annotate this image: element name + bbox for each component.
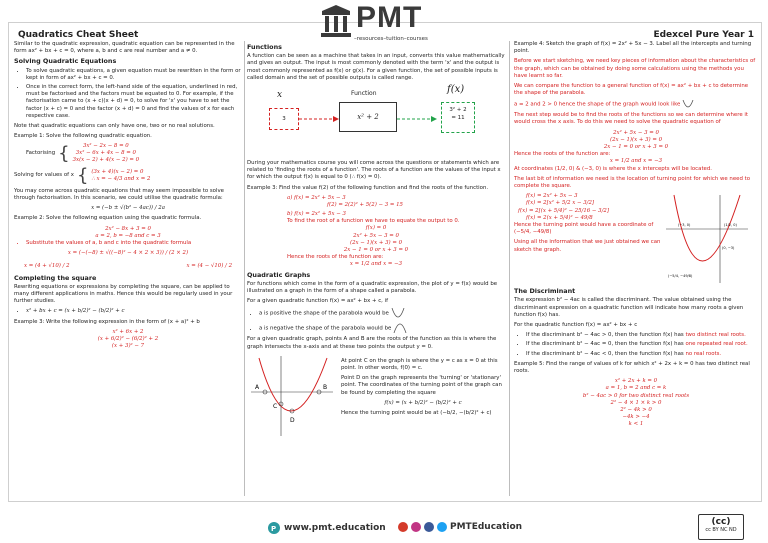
disc-bullet-2-result: one repeated real root. — [685, 341, 748, 348]
root-1: x = (4 + √10) / 2 — [24, 263, 70, 270]
solving-list — [14, 68, 242, 120]
heading-quadratic-graphs: Quadratic Graphs — [247, 270, 311, 279]
output-line: 3² + 2 — [449, 107, 467, 114]
quadratic-graph — [247, 354, 335, 438]
output-box — [441, 102, 475, 133]
disc-bullet-1-text: If the discriminant b² − 4ac > 0, then the function f(x) has — [526, 332, 684, 339]
ex4-sketch-graph — [664, 193, 750, 285]
ex5-line: 2² − 4 × 1 × k > 0 — [610, 399, 662, 406]
bullet-positive-text: a is positive the shape of the parabola would be — [259, 310, 389, 317]
ex4-sketch: Using all the information that we just obtained we can sketch the graph. — [514, 239, 661, 253]
ex4-square-line: f(x) = 2[x² + 5/2 x − 3/2] — [526, 200, 595, 207]
cc-icon: (cc) — [711, 517, 731, 527]
solving-equations — [91, 169, 150, 183]
input-box: 3 — [269, 108, 299, 130]
factorising-block — [26, 143, 242, 163]
ex3-line: (x + 6/2)² − (6/2)² + 2 — [97, 336, 159, 343]
ex4-shape-text: a = 2 and 2 > 0 hence the shape of the graph would look like — [514, 101, 681, 108]
example-2-heading: Example 2: Solve the following equation using the quadratic formula. — [14, 215, 202, 222]
fact-line: 3x² − 6x + 4x − 8 = 0 — [75, 150, 136, 157]
ex4-line: 2x − 1 = 0 or x + 3 = 0 — [603, 143, 669, 150]
output-label: f(x) — [447, 84, 465, 96]
heading-discriminant: The Discriminant — [514, 287, 576, 296]
ex4-square-line: f(x) = 2(x + 5/4)² − 49/8 — [526, 214, 593, 221]
footer-social-handle[interactable]: PMTEducation — [450, 522, 523, 532]
ex5-line: b² − 4ac > 0 for two distinct real roots — [582, 392, 690, 399]
substitute-list — [14, 240, 242, 247]
point-c-text: At point C on the graph is where the y = c as x = 0 at this point. In other words, f(0) = c. — [341, 357, 498, 372]
graph-explanation — [247, 354, 505, 438]
column-right — [514, 41, 758, 499]
sketch-label-root-left: (−3, 0) — [678, 223, 691, 228]
solve-line: (3x + 4)(x − 2) = 0 — [91, 169, 144, 176]
part-b-line: f(x) = 0 — [365, 225, 387, 232]
ex4-coords: At coordinates (1/2, 0) & (−3, 0) is where the x intercepts will be located. — [514, 165, 713, 172]
ex3-line: (x + 3)² − 7 — [111, 343, 145, 350]
youtube-icon[interactable] — [398, 522, 408, 532]
facebook-icon[interactable] — [424, 522, 434, 532]
heading-completing-square: Completing the square — [14, 273, 97, 282]
footer — [0, 502, 768, 543]
ex3-line: x² + 6x + 2 — [112, 328, 144, 335]
part-b-line: 2x − 1 = 0 or x + 3 = 0 — [343, 247, 409, 254]
square-list — [14, 308, 242, 315]
ex4-text-4: The last bit of information we need is the location of turning point for which we need to complete the square. — [514, 175, 751, 189]
example-3-heading: Example 3: Write the following expression in the form of (x + a)² + b — [14, 318, 200, 325]
factorising-label: Factorising — [26, 150, 56, 157]
example-3-heading: Example 3: Find the value f(2) of the following function and find the roots of the function. — [247, 184, 489, 191]
ex4-shape — [514, 100, 758, 109]
point-d-text: Point D on the graph represents the 'turning' or 'stationary' point. The coordinates of the turning point of the graph can be found by completing the square — [341, 375, 502, 396]
ex4-roots: x = 1/2 and x = −3 — [609, 158, 663, 165]
sketch-label-y-intercept: (0, −3) — [722, 246, 735, 251]
solving-label: Solving for values of x — [14, 172, 74, 179]
header — [0, 0, 768, 40]
ex4-line: (2x − 1)(x + 3) = 0 — [609, 136, 663, 143]
square-text: Rewriting equations or expressions by completing the square, can be applied to many different applications in maths. Hence this would be regularly used in your further studies. — [14, 283, 233, 305]
brace-icon: { — [76, 164, 89, 186]
ex4-square-line: f(x) = 2x² + 5x − 3 — [526, 193, 578, 200]
solving-bullet-2: • Once in the correct form, the left-hand side of the equation, underlined in red, must be factorised and the factors must be equated to 0. For example, if the factorisation came to (x + c)(x + d) = 0, to solve for 'x' you have to set the factor (x + c) = 0 and the factor (x + d) = 0 and find the values of x for each respective case. — [26, 84, 242, 120]
sketch-label-root-right: (1/2, 0) — [724, 223, 737, 228]
ex4-square-line: f(x) = 2[(x + 5/4)² − 25/16 − 3/2] — [518, 207, 609, 214]
column-left — [14, 41, 242, 499]
substituted-formula: x = (−(−8) ± √((−8)² − 4 × 2 × 3)) / (2 × 2) — [67, 250, 189, 257]
sheet-title: Quadratics Cheat Sheet — [18, 30, 139, 40]
column-divider-2 — [509, 41, 510, 496]
pmt-circle-icon — [268, 522, 280, 534]
parabola-down-icon — [393, 323, 407, 333]
parabola-up-icon — [682, 100, 694, 108]
fact-line: 3x² − 2x − 8 = 0 — [82, 143, 129, 150]
disc-text: The expression b² − 4ac is called the discriminant. The value obtained using the discriminant expression on a quadratic function will indicate how many roots a given function f(x) has. — [514, 297, 744, 318]
graph-label-c: C — [273, 402, 278, 410]
ex4-text-3: The next step would be to find the roots of the functions so we can determine where it would cross the x axis. To do this we need to solve the quadratic equation of — [514, 112, 748, 126]
disc-bullet-1-result: two distinct real roots. — [685, 332, 746, 339]
function-machine-diagram — [247, 86, 505, 156]
ex5-line: −4k > −4 — [622, 414, 650, 421]
ex5-line: 2² − 4k > 0 — [620, 407, 652, 413]
ex5-line: a = 1, b = 2 and c = k — [605, 385, 667, 392]
graph-points-text — [341, 354, 505, 438]
part-b-note: To find the root of a function we have to equate the output to 0. — [287, 218, 460, 225]
solve-line: ∴ x = − 4/3 and x = 2 — [91, 175, 151, 182]
disc-bullet-2 — [526, 341, 758, 348]
graphs-text: For functions which come in the form of a quadratic expression, the plot of y = f(x) would be illustrated on a graph in the form of a shape called a parabola. — [247, 280, 498, 295]
pmt-logo-icon — [318, 5, 354, 39]
output-line: = 11 — [451, 115, 465, 122]
part-b-line: (2x − 1)(x + 3) = 0 — [349, 239, 403, 246]
square-formula: • x² + bx + c = (x + b/2)² − (b/2)² + c — [26, 308, 242, 315]
heading-functions: Functions — [247, 43, 282, 51]
part-b: b) f(x) = 2x² + 5x − 3 — [287, 211, 346, 218]
part-b-line: 2x² + 5x − 3 = 0 — [353, 232, 399, 239]
logo-subtitle: –resources–tuition–courses — [354, 36, 428, 42]
instagram-icon[interactable] — [411, 522, 421, 532]
factorising-equations — [73, 143, 139, 163]
column-middle — [247, 41, 505, 499]
part-a: a) f(x) = 2x² + 5x − 3 — [287, 194, 346, 201]
points-text: For a given quadratic graph, points A and B are the roots of the function as this is where the graph intersects the x-axis and at these two points the output y = 0. — [247, 336, 497, 350]
disc-list — [514, 332, 758, 358]
parabola-up-icon — [391, 308, 405, 318]
input-label: x — [277, 90, 283, 101]
ex5-line: k < 1 — [628, 421, 644, 428]
quadratic-formula: x = (−b ± √(b² − 4ac)) / 2a — [91, 205, 165, 212]
example-4-heading: Example 4: Sketch the graph of f(x) = 2x² + 5x − 3. Label all the intercepts and turning point. — [514, 41, 752, 55]
intro-text: Similar to the quadratic expression, quadratic equation can be represented in the form ax² + bx + c = 0, where a, b and c are real number and a ≠ 0. — [14, 41, 235, 55]
cc-license-text: cc BY NC ND — [705, 527, 737, 533]
ex4-text-2: We can compare the function to a general function of f(x) = ax² + bx + c to determine the shape of the parabola. — [514, 83, 749, 97]
footer-social-group[interactable] — [398, 522, 522, 532]
roots-row — [24, 263, 232, 270]
sketch-label-turning-point: (−5/4, −49/8) — [668, 274, 693, 279]
parabola-shape-list — [247, 308, 505, 333]
logo-text: PMT — [356, 1, 423, 34]
graph-label-b: B — [323, 383, 328, 391]
disc-bullet-3 — [526, 351, 758, 358]
graph-label-d: D — [290, 416, 295, 424]
column-divider-1 — [244, 41, 245, 496]
twitter-icon[interactable] — [437, 522, 447, 532]
example-1-heading: Example 1: Solve the following quadratic equation. — [14, 133, 152, 140]
footer-website-group[interactable] — [268, 522, 386, 534]
exam-board-title: Edexcel Pure Year 1 — [653, 30, 754, 40]
note-text: Note that quadratic equations can only have one, two or no real solutions. — [14, 123, 215, 130]
function-label: Function — [351, 90, 377, 98]
ex4-square-block — [514, 193, 758, 285]
arrow-right-icon — [397, 114, 437, 124]
ex2-line: 2x² − 8x + 3 = 0 — [105, 225, 151, 232]
fact-line: 3x(x − 2) + 4(x − 2) = 0 — [72, 157, 140, 164]
substitute-bullet: • Substitute the values of a, b and c into the quadratic formula — [26, 240, 242, 247]
disc-bullet-2-text: If the discriminant b² − 4ac = 0, then the function f(x) has — [526, 341, 684, 348]
solving-block — [14, 164, 242, 186]
disc-bullet-3-text: If the discriminant b² − 4ac < 0, then the function f(x) has — [526, 350, 684, 357]
svg-text:P: P — [271, 525, 277, 533]
bullet-negative-text: a is negative the shape of the parabola would be — [259, 325, 392, 332]
footer-website[interactable]: www.pmt.education — [284, 523, 386, 533]
functions-text: A function can be seen as a machine that takes in an input, converts this value mathematically and gives an output. The input is most commonly denoted with the term 'x' and the output is most commonly represented as f(x) or g(x). For a given function, the set of possible inputs is called domain and the set of possible outputs is called range. — [247, 53, 505, 81]
graph-label-a: A — [255, 383, 260, 391]
brace-icon: { — [58, 142, 70, 164]
turning-formula: f(x) = (x + b/2)² − (b/2)² + c — [384, 399, 462, 406]
part-a-result: f(2) = 2(2)² + 5(2) − 3 = 15 — [327, 201, 403, 208]
disc-bullet-1 — [526, 332, 758, 339]
arrow-right-icon — [299, 114, 339, 124]
turning-point-text: Hence the turning point would be at (−b/2, −(b/2)² + c) — [341, 410, 492, 417]
creative-commons-badge — [698, 514, 744, 540]
part-b-result-label: Hence the roots of the function are: — [287, 254, 384, 261]
part-b-result: x = 1/2 and x = −3 — [349, 261, 403, 268]
disc-bullet-3-result: no real roots. — [685, 350, 722, 357]
solving-bullet-1: • To solve quadratic equations, a given equation must be rewritten in the form or kept in form of ax² + bx + c = 0. — [26, 68, 242, 82]
example-5-heading: Example 5: Find the range of values of k for which x² + 2x + k = 0 has two distinct real roots. — [514, 360, 750, 374]
heading-solving: Solving Quadratic Equations — [14, 57, 117, 66]
ex4-line: 2x² + 5x − 3 = 0 — [613, 129, 659, 136]
roots-text: During your mathematics course you will come across the questions or statements which are related to 'finding the roots of a function'. The roots of a function are the values of the input x for which the output f(x) is equal to 0 (∴ f(x) = 0). — [247, 160, 501, 181]
ex4-roots-label: Hence the roots of the function are: — [514, 151, 611, 158]
ex2-line: a = 2, b = −8 and c = 3 — [95, 232, 161, 239]
bullet-negative — [259, 323, 505, 333]
disc-form: For the quadratic function f(x) = ax² + bx + c — [514, 321, 638, 328]
function-box: x² + 2 — [339, 102, 397, 132]
root-2: x = (4 − √10) / 2 — [186, 263, 232, 270]
formula-intro: You may come across quadratic equations that may seem impossible to solve through factorisation. In this scenario, we could utilise the quadratic formula: — [14, 187, 224, 202]
bullet-positive — [259, 308, 505, 318]
ex4-turn: Hence the turning point would have a coordinate of (−5/4, −49/8) — [514, 221, 654, 236]
ex4-text-1: Before we start sketching, we need key pieces of information about the characteristics of the graph, which can be obtained by doing some calculations using the methods you have learnt so far. — [514, 58, 756, 79]
ex4-square-lines — [514, 193, 664, 285]
ex5-line: x² + 2x + k = 0 — [614, 378, 658, 385]
graphs-form: For a given quadratic function f(x) = ax² + bx + c, if — [247, 298, 388, 305]
